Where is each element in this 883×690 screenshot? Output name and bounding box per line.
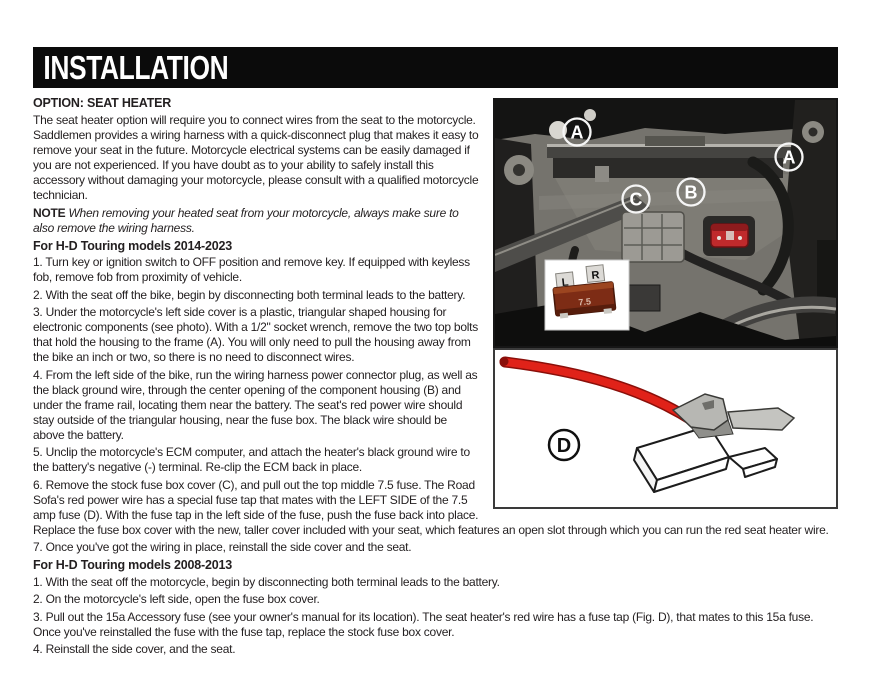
step-2014-1: 1. Turn key or ignition switch to OFF position and remove key. If equipped with keyless fob, remove fob from proximity of vehicle. <box>33 255 470 284</box>
bolt-center <box>809 128 818 137</box>
frame-bolt-center <box>513 164 525 176</box>
fuse-box <box>622 212 684 262</box>
section-heading-2014-2023: For H-D Touring models 2014-2023 <box>33 238 232 253</box>
callout-c-label: C <box>629 189 643 210</box>
component-housing-photo <box>493 98 838 348</box>
step-2008-1: 1. With the seat off the motorcycle, begin by disconnecting both terminal leads to the battery. <box>33 574 500 589</box>
drive-belt <box>817 240 836 300</box>
callout-a2-label: A <box>782 147 796 168</box>
article-body <box>33 96 838 657</box>
note-label: NOTE <box>33 205 66 220</box>
step-2014-5: 5. Unclip the motorcycle's ECM computer, and attach the heater's black ground wire to the battery's negative (-) terminal. Re-clip the ECM back in place. <box>33 445 470 474</box>
bolt-icon <box>584 109 596 121</box>
step-2014-3: 3. Under the motorcycle's left side cover is a plastic, triangular shaped housing for electronic components (see photo). With a 1/2" socket wrench, remove the two top bolts that hold the housing to the frame (A). You will only need to pull the housing away from the bike an inch or two, so there is no need to disconnect wires. <box>33 305 478 364</box>
step-2008-2: 2. On the motorcycle's left side, open the fuse box cover. <box>33 592 320 606</box>
section-header-bar <box>33 47 838 88</box>
step-2014-4: 4. From the left side of the bike, run the wiring harness power connector plug, as well as the black ground wire, through the center opening of the component housing (B) and under the frame rail, locating them near the battery. The seat's red power wire should stay outside of the triangular housing, near the fuse box. The black wire should be above the battery. <box>33 367 478 442</box>
callout-a1-label: A <box>570 122 584 143</box>
section-heading-2008-2013: For H-D Touring models 2008-2013 <box>33 558 232 572</box>
accessory-connector <box>703 216 755 256</box>
diagram-illustration <box>495 350 836 507</box>
callout-b-label: B <box>684 182 698 203</box>
step-2008-3: 3. Pull out the 15a Accessory fuse (see your owner's manual for its location). The seat heater's red wire has a fuse tap (Fig. D), that mates to this 15a fuse. Once you've reinstalled the fuse with the fuse tap, replace the stock fuse box cover. <box>33 609 814 639</box>
fuse-tap-diagram <box>493 348 838 509</box>
step-2014-6: 6. Remove the stock fuse box cover (C), and pull out the top middle 7.5 fuse. The Road Sofa's red power wire has a special fuse tap that mates with the LEFT SIDE of the 7.5 amp fuse (D). With the fuse tap in the left side of the fuse, push the fuse back into place. Replace the fuse box cover with the new, taller cover included with your seat, which features an open slot through which you can run the red seat heater wire. <box>33 477 829 537</box>
tray-clip <box>595 166 609 182</box>
step-2014-7: 7. Once you've got the wiring in place, reinstall the side cover and the seat. <box>33 540 412 554</box>
figures-column <box>493 98 838 509</box>
fuse-blade-right-label: R <box>590 269 601 282</box>
step-2014-2: 2. With the seat off the bike, begin by disconnecting both terminal leads to the battery. <box>33 287 466 302</box>
note-text: When removing your heated seat from your motorcycle, always make sure to also remove the wiring harness. <box>33 205 459 235</box>
wire-tip <box>500 357 509 366</box>
ecm-tray-tab <box>645 136 705 146</box>
callout-d-label: D <box>556 435 572 457</box>
page-title: INSTALLATION <box>43 49 229 86</box>
intro-paragraph: The seat heater option will require you to connect wires from the seat to the motorcycle. Saddlemen provides a wiring harness with a quick-disconnect plug that makes it easy to remove your seat in the future. Motorcycle electrical systems can be easily damaged if you are not experienced. If you have doubt as to your ability to safely install this accessory without damaging your motorcycle, please consult with a qualified motorcycle technician. <box>33 113 479 202</box>
fuse-blade-left-label: L <box>561 276 570 290</box>
fuse-inset <box>545 260 629 330</box>
photo-illustration <box>495 100 836 346</box>
option-heading: OPTION: SEAT HEATER <box>33 96 172 110</box>
fuse-amp-rating: 7.5 <box>577 296 592 308</box>
step-2008-4: 4. Reinstall the side cover, and the seat. <box>33 642 236 656</box>
